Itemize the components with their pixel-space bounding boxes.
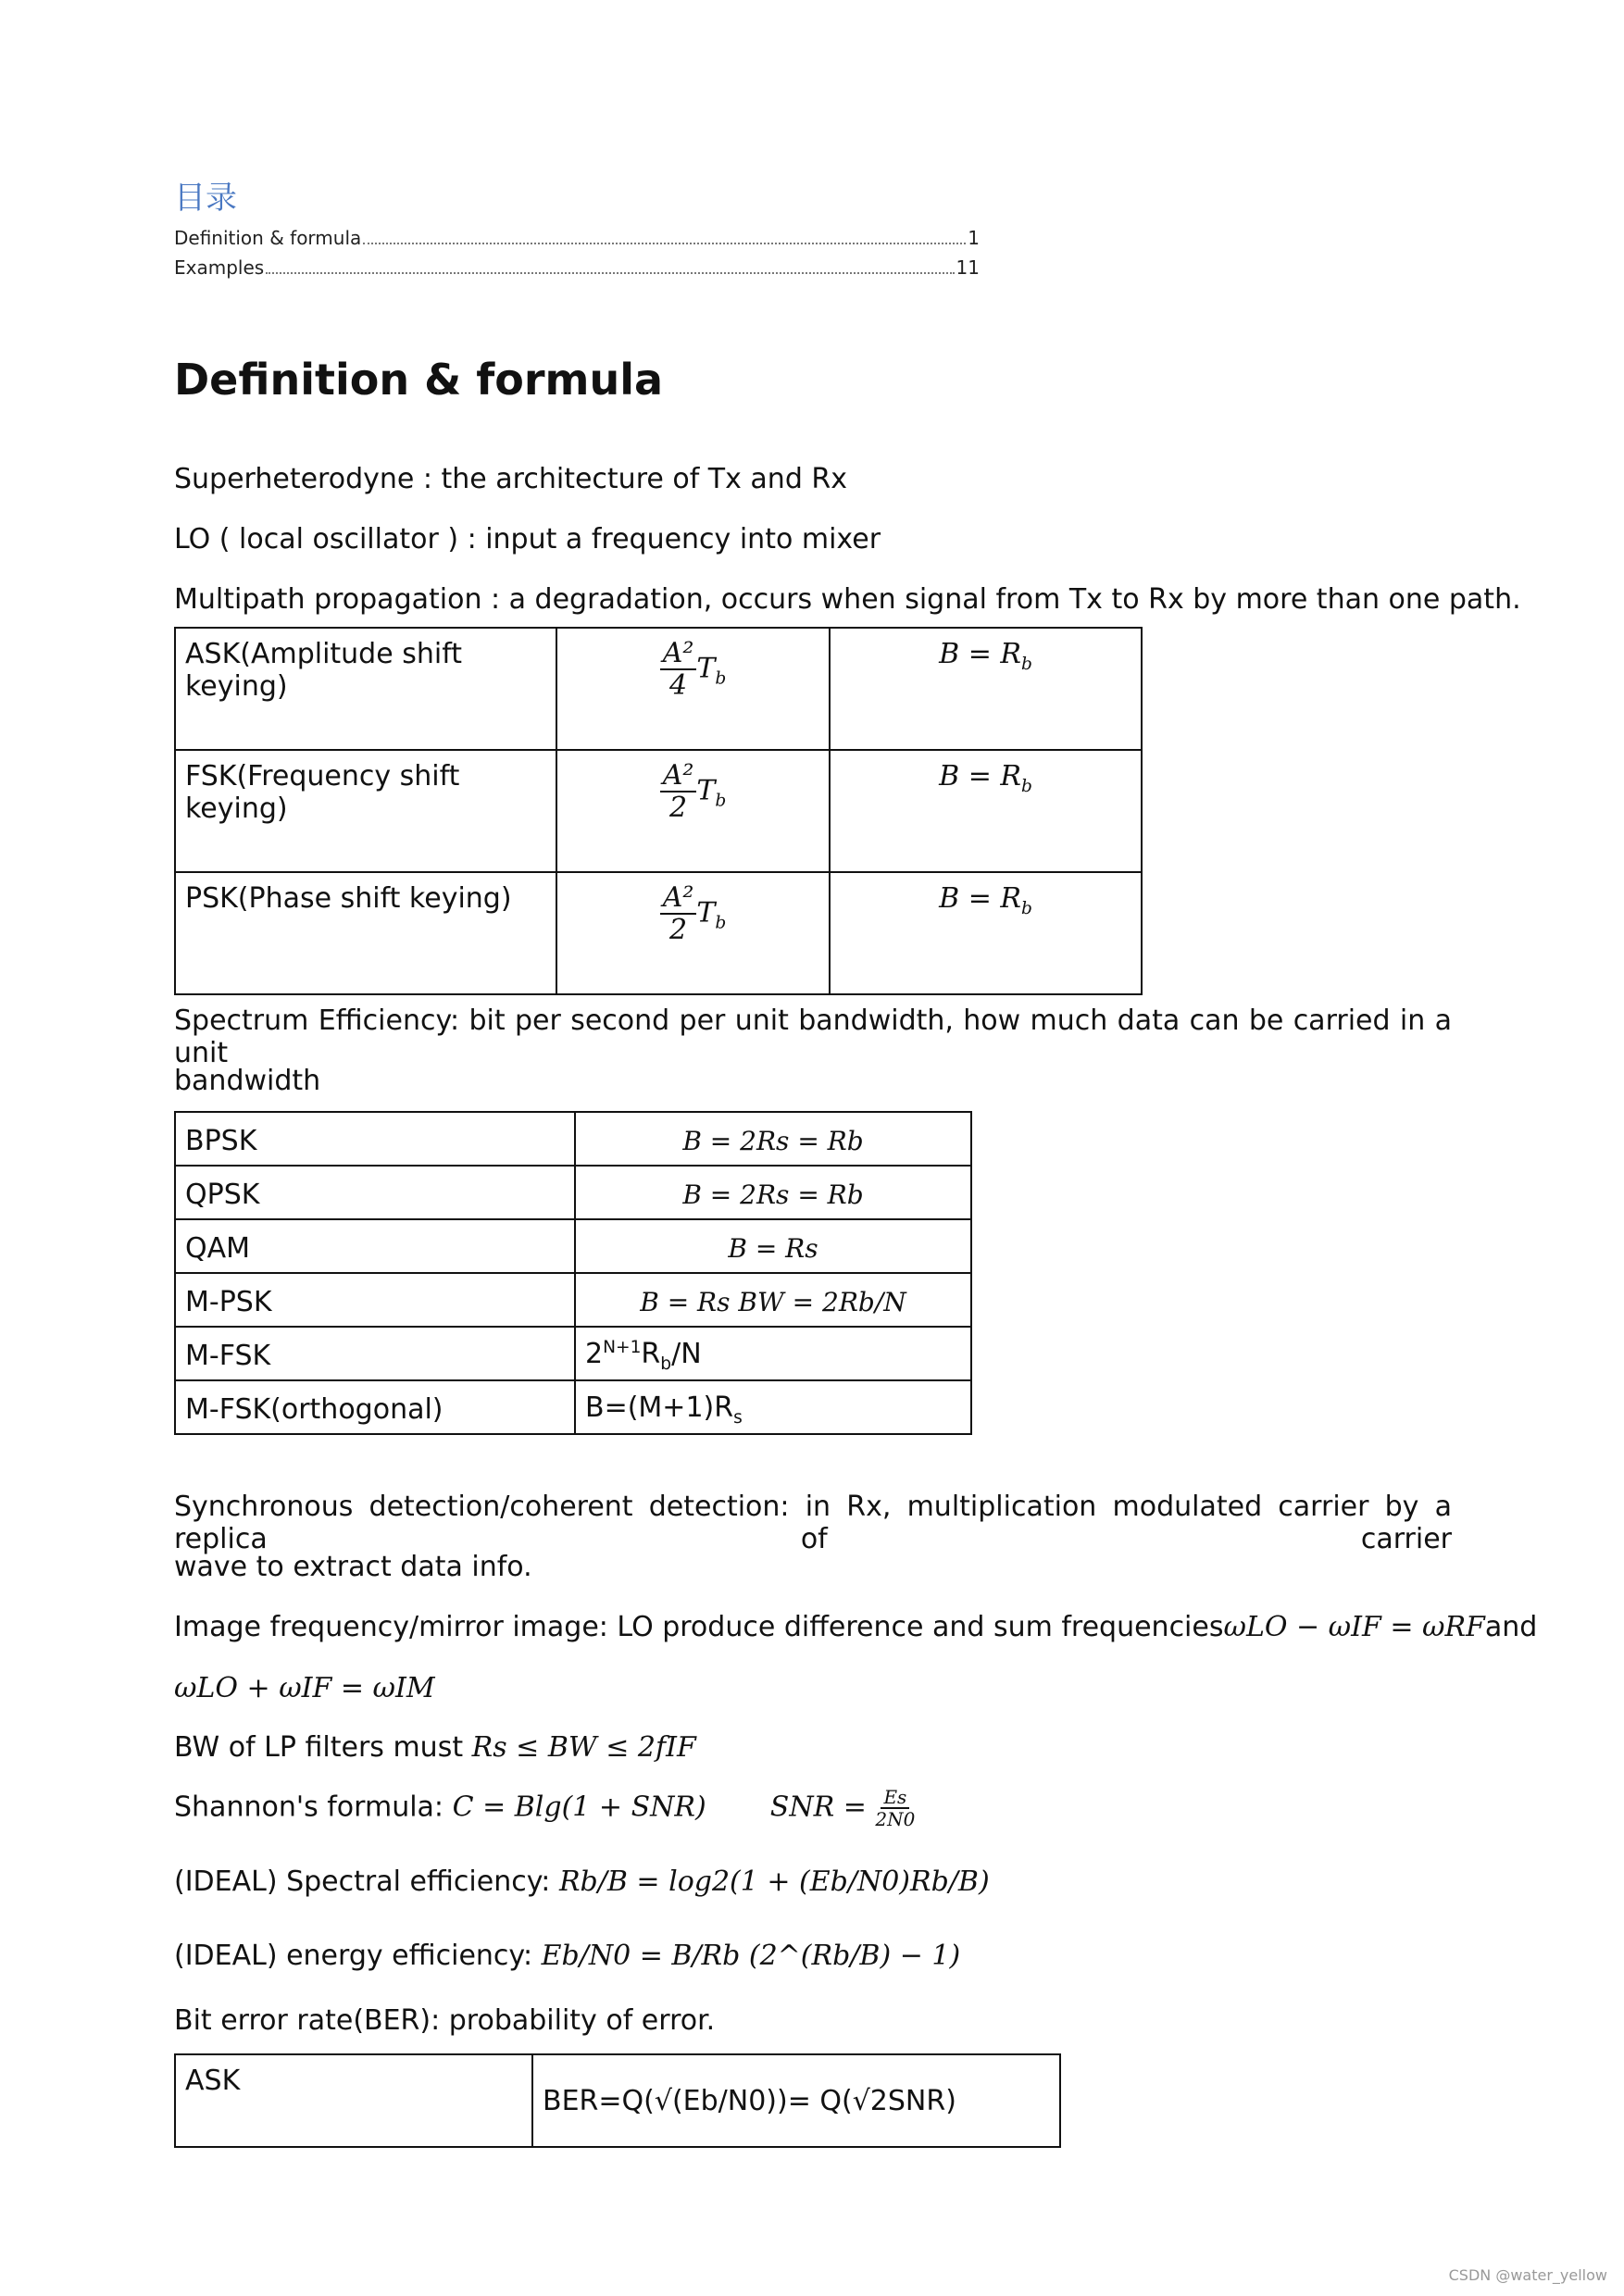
mod-energy — [556, 872, 830, 994]
table-row — [175, 628, 1142, 750]
modulation-table — [174, 627, 1143, 995]
image-frequency-eq2: ωLO + ωIF = ωIM — [174, 1672, 435, 1704]
bandwidth-sub: b — [1020, 777, 1032, 796]
bw-lp-line — [174, 1731, 696, 1764]
bw-value — [575, 1380, 971, 1434]
table-row — [175, 1112, 971, 1166]
toc-leader — [266, 272, 954, 274]
ber-table — [174, 2053, 1061, 2148]
mod-bandwidth — [830, 628, 1142, 750]
image-frequency-eq1: ωLO − ωIF = ωRF — [1223, 1611, 1485, 1643]
toc-entry-page: 11 — [956, 256, 980, 279]
table-row — [175, 872, 1142, 994]
image-frequency-line1 — [174, 1611, 1538, 1643]
mod-name: ASK(Amplitude shift keying) — [175, 628, 556, 750]
sync-detection-line1: Synchronous detection/coherent detection: in Rx, multiplication modulated carrier by a replica of carrier — [174, 1491, 1452, 1555]
energy-tail: T — [696, 652, 716, 685]
spectrum-efficiency-line2: bandwidth — [174, 1065, 321, 1097]
energy-efficiency-line — [174, 1940, 960, 1972]
bw-value-sub: b — [660, 1354, 672, 1374]
ber-definition: Bit error rate(BER): probability of error. — [174, 2004, 716, 2037]
image-frequency-and: and — [1484, 1611, 1538, 1643]
bw-lp-eq: Rs ≤ BW ≤ 2fIF — [471, 1731, 696, 1764]
energy-num: A² — [660, 882, 697, 915]
bandwidth-eq: B = R — [939, 760, 1021, 792]
bw-name: BPSK — [175, 1112, 575, 1166]
mod-energy — [556, 628, 830, 750]
spectral-efficiency-line — [174, 1866, 990, 1898]
shannon-line — [174, 1787, 915, 1829]
energy-den: 2 — [668, 792, 688, 824]
toc-entry[interactable] — [174, 227, 980, 249]
def-superheterodyne: Superheterodyne : the architecture of Tx and Rx — [174, 463, 848, 495]
energy-efficiency-eq: Eb/N0 = B/Rb (2^(Rb/B) − 1) — [541, 1940, 961, 1972]
energy-efficiency-label: (IDEAL) energy efficiency: — [174, 1940, 533, 1972]
spectrum-efficiency-line1: Spectrum Efficiency: bit per second per unit bandwidth, how much data can be carried in a unit — [174, 1004, 1452, 1069]
mod-energy — [556, 750, 830, 872]
shannon-eq: C = Blg(1 + SNR) — [452, 1791, 706, 1824]
table-row — [175, 1219, 971, 1273]
def-local-oscillator: LO ( local oscillator ) : input a frequency into mixer — [174, 523, 881, 555]
bandwidth-eq: B = R — [939, 882, 1021, 915]
bw-value-r: R — [641, 1337, 661, 1370]
bandwidth-sub: b — [1020, 655, 1032, 674]
shannon-text: Shannon's formula: — [174, 1791, 444, 1824]
bw-value-sub: s — [733, 1407, 743, 1428]
snr-den: 2N0 — [875, 1808, 916, 1830]
image-frequency-text: Image frequency/mirror image: LO produce difference and sum frequencies — [174, 1611, 1224, 1643]
bandwidth-eq: B = R — [939, 638, 1021, 670]
spectral-efficiency-label: (IDEAL) Spectral efficiency: — [174, 1866, 551, 1898]
energy-tail: T — [696, 774, 716, 807]
bw-value: B = 2Rs = Rb — [575, 1166, 971, 1219]
bandwidth-sub: b — [1020, 899, 1032, 918]
table-row — [175, 1327, 971, 1380]
table-row — [175, 1273, 971, 1327]
toc-entry-label: Definition & formula — [174, 227, 362, 249]
bw-name: QPSK — [175, 1166, 575, 1219]
bw-name: M-FSK(orthogonal) — [175, 1380, 575, 1434]
bandwidth-table — [174, 1111, 972, 1435]
bw-value — [575, 1327, 971, 1380]
toc-entry[interactable] — [174, 256, 980, 279]
ber-name: ASK — [175, 2054, 532, 2147]
snr-label: SNR = — [769, 1791, 867, 1824]
mod-bandwidth — [830, 872, 1142, 994]
energy-num: A² — [660, 760, 697, 792]
mod-name: FSK(Frequency shift keying) — [175, 750, 556, 872]
sync-detection-line2: wave to extract data info. — [174, 1551, 532, 1583]
table-row — [175, 1380, 971, 1434]
energy-num: A² — [660, 638, 697, 670]
energy-den: 4 — [668, 669, 688, 702]
mod-name: PSK(Phase shift keying) — [175, 872, 556, 994]
toc-title: 目录 — [174, 180, 237, 217]
ber-value: BER=Q(√(Eb/N0))= Q(√2SNR) — [532, 2054, 1060, 2147]
bw-name: QAM — [175, 1219, 575, 1273]
spectral-efficiency-eq: Rb/B = log2(1 + (Eb/N0)Rb/B) — [558, 1866, 990, 1898]
table-row — [175, 750, 1142, 872]
watermark: CSDN @water_yellow — [1448, 2266, 1607, 2284]
bw-name: M-FSK — [175, 1327, 575, 1380]
energy-sub: b — [715, 668, 727, 689]
bw-value: B = Rs — [575, 1219, 971, 1273]
bw-value-tail: /N — [671, 1337, 702, 1370]
toc-entry-label: Examples — [174, 256, 265, 279]
bw-lp-text: BW of LP filters must — [174, 1731, 464, 1764]
bw-value: B = Rs BW = 2Rb/N — [575, 1273, 971, 1327]
bw-name: M-PSK — [175, 1273, 575, 1327]
section-heading: Definition & formula — [174, 355, 664, 405]
energy-sub: b — [715, 791, 727, 811]
table-row — [175, 2054, 1060, 2147]
toc-entry-page: 1 — [968, 227, 980, 249]
def-multipath: Multipath propagation : a degradation, occurs when signal from Tx to Rx by more than one path. — [174, 583, 1521, 616]
mod-bandwidth — [830, 750, 1142, 872]
bw-value-sup: N+1 — [603, 1337, 642, 1357]
bw-value-main: B=(M+1)R — [585, 1391, 734, 1424]
energy-sub: b — [715, 913, 727, 933]
snr-num: Es — [881, 1787, 909, 1809]
energy-den: 2 — [668, 914, 688, 946]
toc-leader — [363, 243, 966, 244]
table-row — [175, 1166, 971, 1219]
bw-value: B = 2Rs = Rb — [575, 1112, 971, 1166]
energy-tail: T — [696, 896, 716, 930]
bw-value-main: 2 — [585, 1337, 604, 1370]
